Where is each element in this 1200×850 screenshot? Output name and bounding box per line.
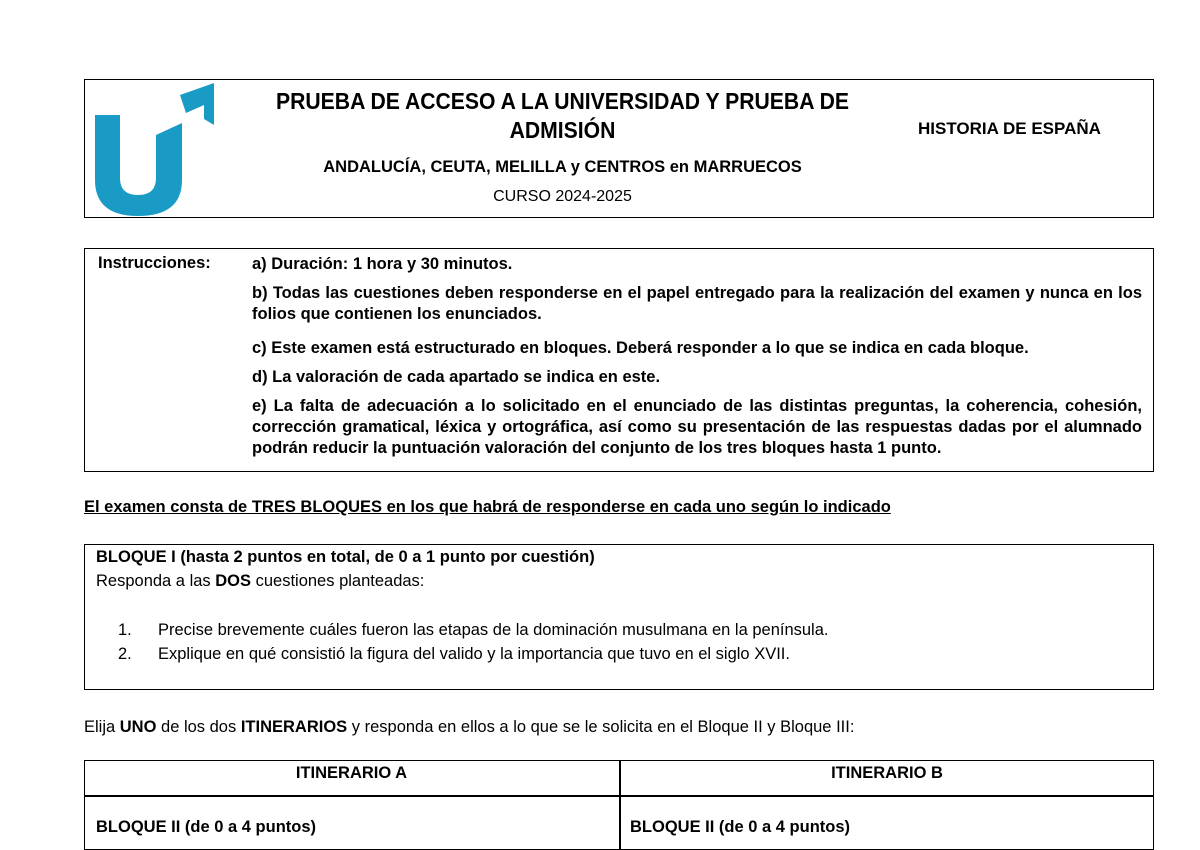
table-divider	[84, 795, 1154, 797]
page-title-line1: PRUEBA DE ACCESO A LA UNIVERSIDAD Y PRUEBA DE	[276, 88, 849, 114]
question-item	[118, 645, 790, 664]
bloque-1-instructions	[96, 572, 424, 591]
question-item	[118, 621, 828, 640]
instruction-item: a) Duración: 1 hora y 30 minutos.	[252, 255, 513, 273]
instr-text: Responda a las	[96, 572, 216, 590]
bloque-1-title: BLOQUE I (hasta 2 puntos en total, de 0 a 1 punto por cuestión)	[96, 548, 595, 566]
instruction-item: e) La falta de adecuación a lo solicitado en el enunciado de las distintas preguntas, la coherencia, cohesión, corrección gramatical, léxica y ortográfica, así como su presentación de las respuestas dadas por el alumnado podrán reducir la puntuación valoración del conjunto de los tres bloques hasta 1 punto.	[252, 397, 1142, 457]
prompt-text: de los dos	[156, 718, 241, 736]
subject-title: HISTORIA DE ESPAÑA	[918, 119, 1101, 138]
instruction-item: b) Todas las cuestiones deben responderse en el papel entregado para la realización del examen y nunca en los folios que contienen los enunciados.	[252, 284, 1142, 323]
university-u-logo-icon	[92, 83, 217, 218]
itinerary-a-bloque-2-title: BLOQUE II (de 0 a 4 puntos)	[96, 818, 317, 836]
instruction-item: c) Este examen está estructurado en bloques. Deberá responder a lo que se indica en cada bloque.	[252, 339, 1029, 357]
itinerary-prompt	[84, 718, 854, 737]
itinerary-b-bloque-2-title: BLOQUE II (de 0 a 4 puntos)	[630, 818, 851, 836]
exam-structure-heading: El examen consta de TRES BLOQUES en los que habrá de responderse en cada uno según lo indicado	[84, 498, 891, 516]
prompt-emphasis: ITINERARIOS	[240, 718, 348, 736]
instruction-item: d) La valoración de cada apartado se indica en este.	[252, 368, 661, 386]
question-number: 2.	[118, 645, 132, 663]
prompt-emphasis: UNO	[119, 718, 157, 736]
instructions-label: Instrucciones:	[98, 254, 211, 272]
page-subtitle: ANDALUCÍA, CEUTA, MELILLA y CENTROS en MARRUECOS	[323, 158, 802, 176]
instr-emphasis: DOS	[215, 572, 252, 590]
itinerary-a-header: ITINERARIO A	[295, 764, 408, 782]
itinerary-b-header: ITINERARIO B	[831, 764, 943, 782]
question-number: 1.	[118, 621, 132, 639]
prompt-text: Elija	[84, 718, 120, 736]
course-year: CURSO 2024-2025	[493, 188, 632, 205]
page-title-line2: ADMISIÓN	[509, 117, 616, 143]
question-text: Precise brevemente cuáles fueron las etapas de la dominación musulmana en la península.	[158, 621, 829, 639]
instr-text: cuestiones planteadas:	[251, 572, 425, 590]
question-text: Explique en qué consistió la figura del valido y la importancia que tuvo en el siglo XVII.	[158, 645, 790, 663]
prompt-text: y responda en ellos a lo que se le solicita en el Bloque II y Bloque III:	[347, 718, 855, 736]
